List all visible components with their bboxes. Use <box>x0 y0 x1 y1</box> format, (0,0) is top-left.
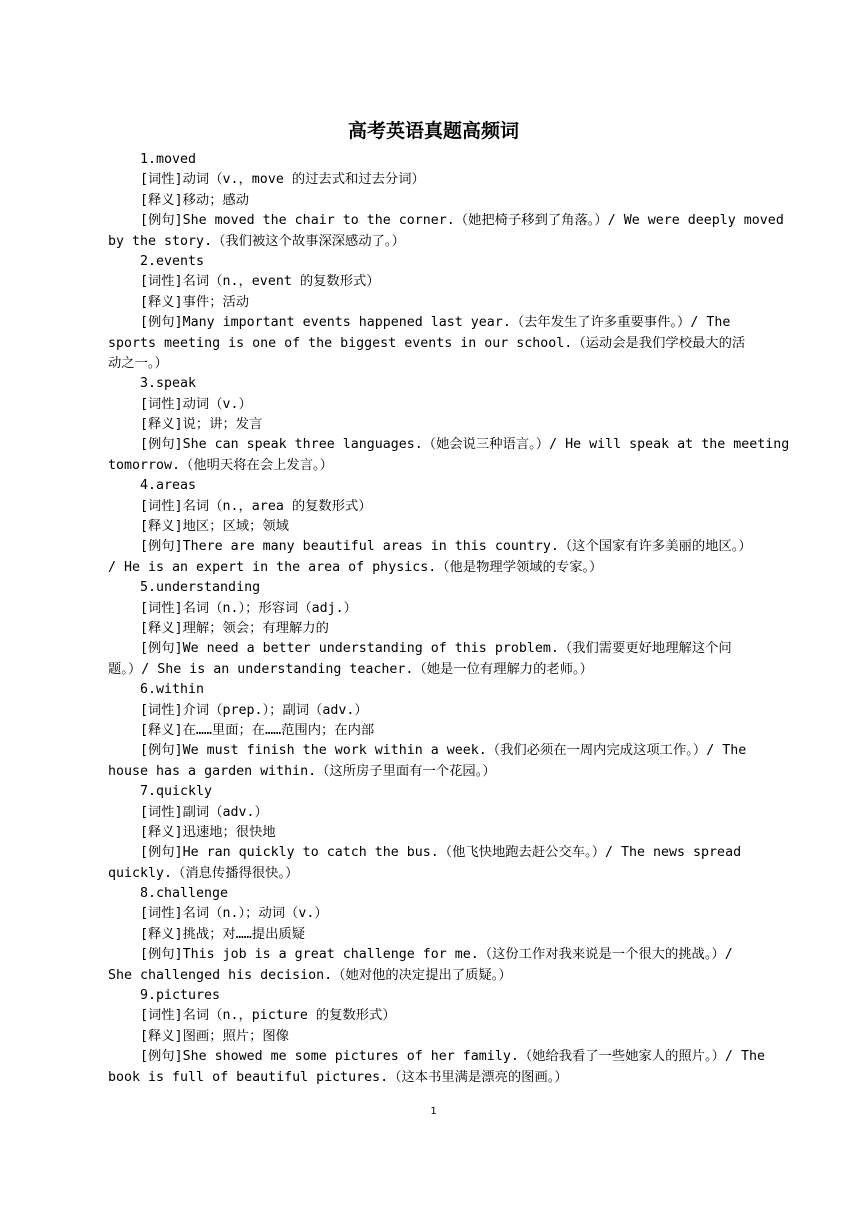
text-line: She challenged his decision.（她对他的决定提出了质疑。） <box>108 967 512 983</box>
text-line: / He is an expert in the area of physics.（他是物理学领域的专家。） <box>108 559 603 575</box>
text-line: [例句]This job is a great challenge for me.（这份工作对我来说是一个很大的挑战。）/ <box>140 947 733 963</box>
text-line: [词性]动词（v.，move 的过去式和过去分词） <box>140 172 425 188</box>
text-line: [词性]动词（v.） <box>140 396 252 412</box>
text-line: [例句]There are many beautiful areas in this country.（这个国家有许多美丽的地区。） <box>140 539 752 555</box>
text-line: 1.moved <box>140 152 197 167</box>
text-line: [例句]We need a better understanding of this problem.（我们需要更好地理解这个问 <box>140 641 732 657</box>
text-line: [释义]挑战；对……提出质疑 <box>140 926 305 942</box>
text-line: [词性]名词（n.，area 的复数形式） <box>140 498 372 514</box>
text-line: quickly.（消息传播得很快。） <box>108 865 299 881</box>
text-line: [例句]We must finish the work within a week.（我们必须在一周内完成这项工作。）/ The <box>140 743 747 759</box>
text-line: 题。）/ She is an understanding teacher.（她是一位有理解力的老师。） <box>108 661 593 677</box>
text-line: [释义]说；讲；发言 <box>140 417 263 433</box>
text-line: 3.speak <box>140 376 197 392</box>
text-line: [例句]She showed me some pictures of her family.（她给我看了一些她家人的照片。）/ The <box>140 1049 765 1065</box>
text-line: 2.events <box>140 253 205 269</box>
text-line: [例句]He ran quickly to catch the bus.（他飞快地跑去赶公交车。）/ The news spread <box>140 845 742 861</box>
text-line: 动之一。） <box>108 355 168 371</box>
text-line: 9.pictures <box>140 988 221 1004</box>
text-line: [词性]名词（n.，event 的复数形式） <box>140 274 380 290</box>
text-line: 7.quickly <box>140 784 213 800</box>
text-line: 8.challenge <box>140 886 229 902</box>
text-line: 4.areas <box>140 478 197 494</box>
text-line: [例句]She moved the chair to the corner.（她把椅子移到了角落。）/ We were deeply moved <box>140 213 784 229</box>
text-line: [例句]Many important events happened last year.（去年发生了许多重要事件。）/ The <box>140 315 731 331</box>
text-line: [释义]理解；领会；有理解力的 <box>140 620 329 636</box>
text-line: [释义]迅速地；很快地 <box>140 824 276 840</box>
page-title: 高考英语真题高频词 <box>347 120 519 142</box>
text-line: book is full of beautiful pictures.（这本书里满是漂亮的图画。） <box>108 1069 568 1085</box>
text-line: 6.within <box>140 682 205 698</box>
text-line: [词性]介词（prep.）；副词（adv.） <box>140 702 368 718</box>
text-line: [词性]名词（n.）；形容词（adj.） <box>140 600 357 616</box>
text-line: [释义]地区；区域；领域 <box>140 519 289 535</box>
text-line: sports meeting is one of the biggest events in our school.（运动会是我们学校最大的活 <box>108 335 746 351</box>
text-line: [例句]She can speak three languages.（她会说三种语言。）/ He will speak at the meeting <box>140 437 790 453</box>
text-line: [释义]事件；活动 <box>140 294 250 310</box>
text-line: 5.understanding <box>140 580 261 596</box>
document-body <box>108 150 810 1088</box>
text-line: [释义]在……里面；在……范围内；在内部 <box>140 722 375 738</box>
text-line: [词性]名词（n.）；动词（v.） <box>140 906 328 922</box>
text-line: tomorrow.（他明天将在会上发言。） <box>108 457 333 473</box>
text-line: [词性]名词（n.，picture 的复数形式） <box>140 1008 396 1024</box>
text-line: house has a garden within.（这所房子里面有一个花园。） <box>108 763 496 779</box>
text-line: [词性]副词（adv.） <box>140 804 268 820</box>
text-line: [释义]移动；感动 <box>140 192 250 208</box>
text-line: [释义]图画；照片；图像 <box>140 1028 289 1044</box>
page-number: 1 <box>430 1106 437 1117</box>
text-line: by the story.（我们被这个故事深深感动了。） <box>108 233 405 249</box>
